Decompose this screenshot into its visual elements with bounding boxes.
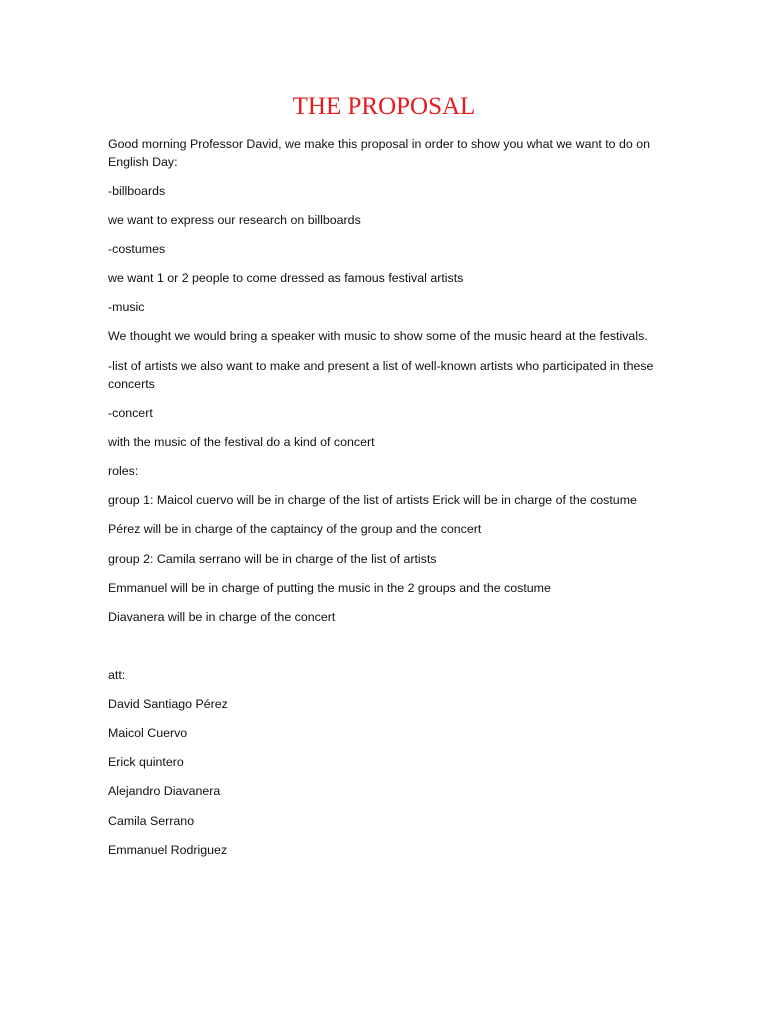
group2-line2: Emmanuel will be in charge of putting the music in the 2 groups and the costume bbox=[108, 581, 551, 595]
group1-line1: group 1: Maicol cuervo will be in charge of the list of artists Erick will be in charge of the costume bbox=[108, 493, 637, 507]
group2-line1: group 2: Camila serrano will be in charge of the list of artists bbox=[108, 552, 437, 566]
attendee-name: Maicol Cuervo bbox=[108, 726, 188, 740]
greeting-paragraph: Good morning Professor David, we make this proposal in order to show you what we want to do on English Day: bbox=[108, 137, 651, 169]
item-concert: -concert bbox=[108, 406, 153, 420]
item-billboards: -billboards bbox=[108, 184, 166, 198]
item-list-of-artists: -list of artists we also want to make and present a list of well-known artists who participated in these concerts bbox=[108, 359, 654, 391]
attendee-name: Emmanuel Rodriguez bbox=[108, 843, 228, 857]
attendee-name: Camila Serrano bbox=[108, 814, 195, 828]
item-music: -music bbox=[108, 300, 145, 314]
attendee-name: Erick quintero bbox=[108, 755, 184, 769]
music-description: We thought we would bring a speaker with music to show some of the music heard at the festivals. bbox=[108, 329, 648, 343]
attendee-name: David Santiago Pérez bbox=[108, 697, 228, 711]
billboards-description: we want to express our research on billboards bbox=[108, 213, 361, 227]
item-costumes: -costumes bbox=[108, 242, 166, 256]
group1-line2: Pérez will be in charge of the captaincy of the group and the concert bbox=[108, 522, 482, 536]
roles-label: roles: bbox=[108, 464, 139, 478]
group2-line3: Diavanera will be in charge of the concert bbox=[108, 610, 336, 624]
att-label: att: bbox=[108, 668, 126, 682]
attendee-name: Alejandro Diavanera bbox=[108, 784, 221, 798]
document-title: THE PROPOSAL bbox=[292, 93, 476, 120]
concert-description: with the music of the festival do a kind of concert bbox=[108, 435, 375, 449]
costumes-description: we want 1 or 2 people to come dressed as famous festival artists bbox=[108, 271, 464, 285]
